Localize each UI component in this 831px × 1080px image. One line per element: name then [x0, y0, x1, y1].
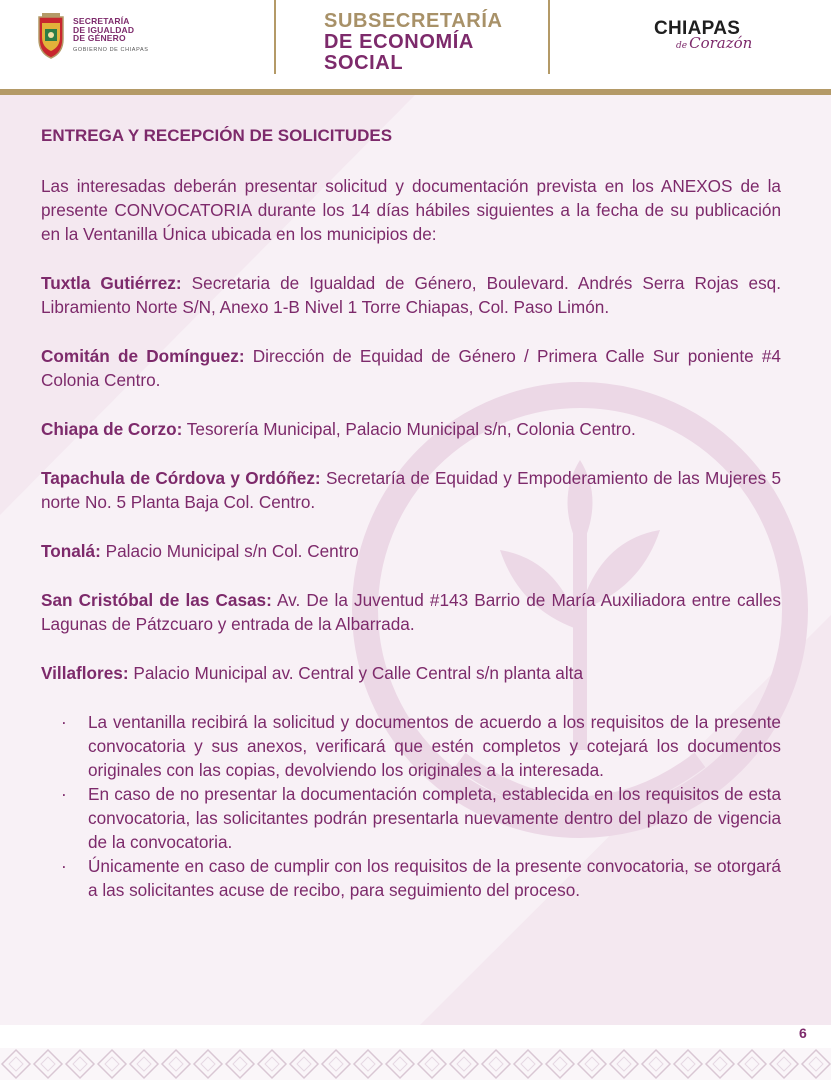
location-address: Tesorería Municipal, Palacio Municipal s/n, Colonia Centro.	[186, 419, 636, 439]
subsecretaria-title	[324, 11, 503, 74]
location-address: Secretaria de Igualdad de Género, Boulevard. Andrés Serra Rojas esq. Libramiento Norte S/N, Anexo 1-B Nivel 1 Torre Chiapas, Col. Paso Limón.	[41, 273, 782, 317]
location-address: Dirección de Equidad de Género / Primera Calle Sur poniente #4 Colonia Centro.	[41, 346, 781, 390]
bullet-item	[41, 854, 781, 902]
location-name: Tonalá:	[41, 541, 101, 561]
bullet-marker: ·	[61, 856, 67, 876]
bullet-item	[41, 782, 781, 854]
de-corazon-script	[676, 34, 752, 52]
secretaria-line-2: DE IGUALDAD	[73, 24, 135, 35]
chiapas-brand-logo: CHIAPAS	[654, 18, 741, 39]
location-address: Palacio Municipal s/n Col. Centro	[105, 541, 359, 561]
page-header	[0, 0, 831, 96]
intro-paragraph: Las interesadas deberán presentar solicitud y documentación prevista en los ANEXOS de la presente CONVOCATORIA durante los 14 días hábiles siguientes a la fecha de su publicación en la Ventanilla Única ubicada en los municipios de:	[41, 176, 781, 244]
subsecretaria-line-1: SUBSECRETARÍA	[324, 10, 503, 32]
location-address: Secretaría de Equidad y Empoderamiento de las Mujeres 5 norte No. 5 Planta Baja Col. Centro.	[41, 468, 782, 512]
brand-de-text: de	[676, 41, 688, 51]
location-entry	[41, 417, 781, 441]
bullet-text: Únicamente en caso de cumplir con los requisitos de la presente convocatoria, se otorgará a las solicitantes acuse de recibo, para seguimiento del proceso.	[88, 856, 781, 900]
location-address: Palacio Municipal av. Central y Calle Central s/n planta alta	[133, 663, 584, 683]
subsecretaria-line-3: SOCIAL	[324, 52, 404, 74]
secretaria-line-1: SECRETARÍA	[73, 16, 130, 26]
location-name: Tapachula de Córdova y Ordóñez:	[41, 468, 321, 488]
subsecretaria-line-2: DE ECONOMÍA	[324, 31, 474, 53]
location-name: Comitán de Domínguez:	[41, 346, 245, 366]
location-entry	[41, 466, 781, 514]
location-name: Tuxtla Gutiérrez:	[41, 273, 182, 293]
secretaria-line-3: DE GÉNERO	[73, 33, 126, 43]
location-address: Av. De la Juventud #143 Barrio de María Auxiliadora entre calles Lagunas de Pátzcuaro y entrada de la Albarrada.	[41, 590, 781, 634]
location-entry	[41, 344, 781, 392]
section-heading: ENTREGA Y RECEPCIÓN DE SOLICITUDES	[41, 126, 393, 145]
location-entry	[41, 539, 781, 563]
secretaria-logo-text	[73, 17, 148, 54]
decorative-footer-pattern	[0, 1048, 831, 1080]
bullet-marker: ·	[61, 784, 67, 804]
brand-script-text: Corazón	[689, 34, 753, 52]
location-entry	[41, 271, 781, 319]
location-name: Villaflores:	[41, 663, 129, 683]
page-number: 6	[799, 1025, 807, 1041]
bullet-item	[41, 710, 781, 782]
bullet-marker: ·	[61, 712, 67, 732]
header-divider-left	[274, 0, 276, 74]
location-name: Chiapa de Corzo:	[41, 419, 183, 439]
gobierno-label: GOBIERNO DE CHIAPAS	[73, 46, 149, 53]
bullet-text: La ventanilla recibirá la solicitud y documentos de acuerdo a los requisitos de la presente convocatoria y sus anexos, verificará que estén completos y cotejará los documentos originales con las copias, devolviendo los originales a la interesada.	[88, 712, 781, 780]
location-entry	[41, 588, 781, 636]
header-divider-right	[548, 0, 550, 74]
location-name: San Cristóbal de las Casas:	[41, 590, 272, 610]
bullet-list	[41, 710, 781, 902]
bullet-text: En caso de no presentar la documentación completa, establecida en los requisitos de esta convocatoria, las solicitantes podrán presentarla nuevamente dentro del plazo de vigencia de la convocatoria.	[88, 784, 781, 852]
location-entry	[41, 661, 781, 685]
document-body	[41, 124, 781, 902]
chiapas-coat-of-arms-icon	[36, 13, 66, 59]
